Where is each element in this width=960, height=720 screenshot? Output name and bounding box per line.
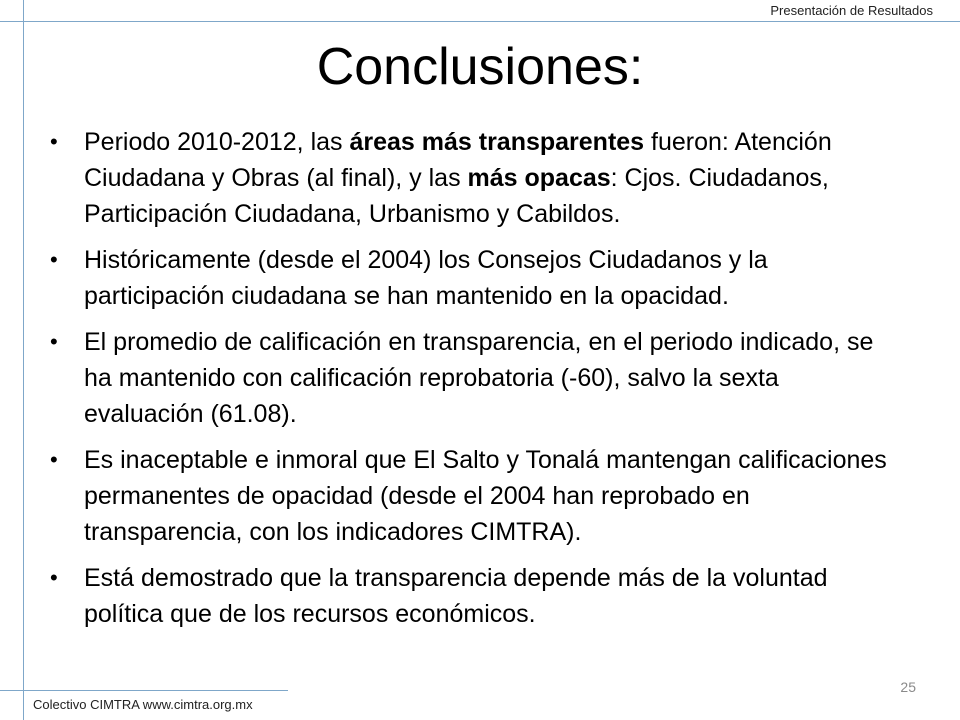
top-divider (0, 21, 960, 22)
bullet-item (42, 442, 902, 550)
bullet-text-part: fueron: Atención Ciudadana y Obras (al final), y las (84, 128, 832, 192)
bullet-icon: • (50, 247, 58, 272)
bullet-item (42, 242, 902, 314)
bullet-text-part: Periodo 2010-2012, las (84, 128, 350, 156)
page-number: 25 (900, 679, 916, 695)
bullet-icon: • (50, 129, 58, 154)
bullet-text: El promedio de calificación en transparencia, en el periodo indicado, se ha mantenido con calificación reprobatoria (-60), salvo la sexta evaluación (61.08). (84, 328, 874, 428)
left-divider (23, 0, 24, 720)
bullet-emphasis: áreas más transparentes (349, 128, 645, 156)
bullet-text: Históricamente (desde el 2004) los Consejos Ciudadanos y la participación ciudadana se han mantenido en la opacidad. (84, 246, 768, 310)
slide-title: Conclusiones: (316, 38, 644, 96)
bullet-emphasis: más opacas (467, 164, 611, 192)
bullet-item (42, 324, 902, 432)
bullet-text: Está demostrado que la transparencia depende más de la voluntad política que de los recursos económicos. (84, 564, 828, 628)
bullet-text: Es inaceptable e inmoral que El Salto y Tonalá mantengan calificaciones permanentes de opacidad (desde el 2004 han reprobado en transparencia, con los indicadores CIMTRA). (84, 446, 887, 546)
bullet-item (42, 560, 902, 632)
bullet-text-part: : Cjos. Ciudadanos, Participación Ciudadana, Urbanismo y Cabildos. (84, 164, 829, 228)
footer-label: Colectivo CIMTRA www.cimtra.org.mx (33, 697, 253, 712)
bullet-icon: • (50, 329, 58, 354)
header-section-label: Presentación de Resultados (770, 3, 933, 18)
bullet-item (42, 124, 902, 232)
bullet-list (42, 124, 902, 642)
bullet-icon: • (50, 447, 58, 472)
bullet-icon: • (50, 565, 58, 590)
footer-divider (0, 690, 288, 691)
